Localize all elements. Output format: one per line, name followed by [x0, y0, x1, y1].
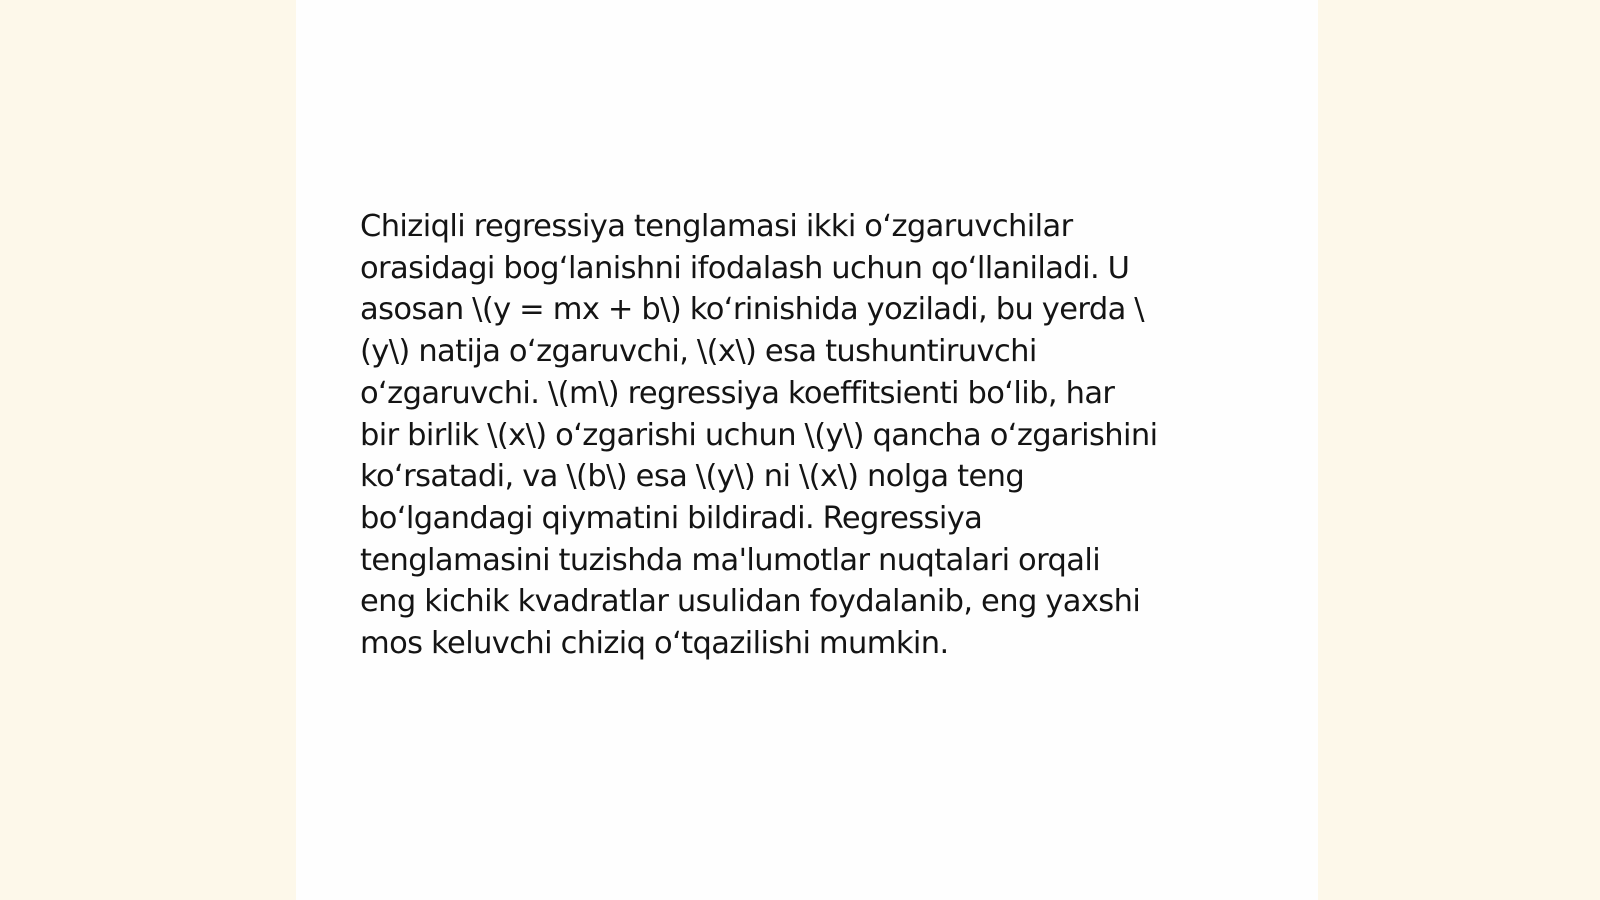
paragraph-line-2: orasidagi bogʻlanishni ifodalash uchun qoʻllaniladi. U — [360, 250, 1130, 286]
paragraph-line-11: mos keluvchi chiziq oʻtqazilishi mumkin. — [360, 626, 949, 662]
paragraph-line-5: oʻzgaruvchi. \(m\) regressiya koeffitsienti boʻlib, har — [360, 375, 1115, 411]
paragraph-line-1: Chiziqli regressiya tenglamasi ikki oʻzgaruvchilar — [360, 209, 1073, 244]
document-page — [296, 0, 1318, 900]
paragraph — [360, 206, 1250, 665]
paragraph-line-8: boʻlgandagi qiymatini bildiradi. Regressiya — [360, 500, 983, 536]
paragraph-line-4: (y\) natija oʻzgaruvchi, \(x\) esa tushuntiruvchi — [360, 334, 1037, 370]
paragraph-line-10: eng kichik kvadratlar usulidan foydalanib, eng yaxshi — [360, 584, 1141, 620]
paragraph-line-9: tenglamasini tuzishda ma'lumotlar nuqtalari orqali — [360, 542, 1101, 578]
paragraph-line-6: bir birlik \(x\) oʻzgarishi uchun \(y\) qancha oʻzgarishini — [360, 417, 1158, 453]
paragraph-line-7: koʻrsatadi, va \(b\) esa \(y\) ni \(x\) nolga teng — [360, 459, 1025, 495]
paragraph-line-3: asosan \(y = mx + b\) koʻrinishida yoziladi, bu yerda \ — [360, 292, 1144, 328]
